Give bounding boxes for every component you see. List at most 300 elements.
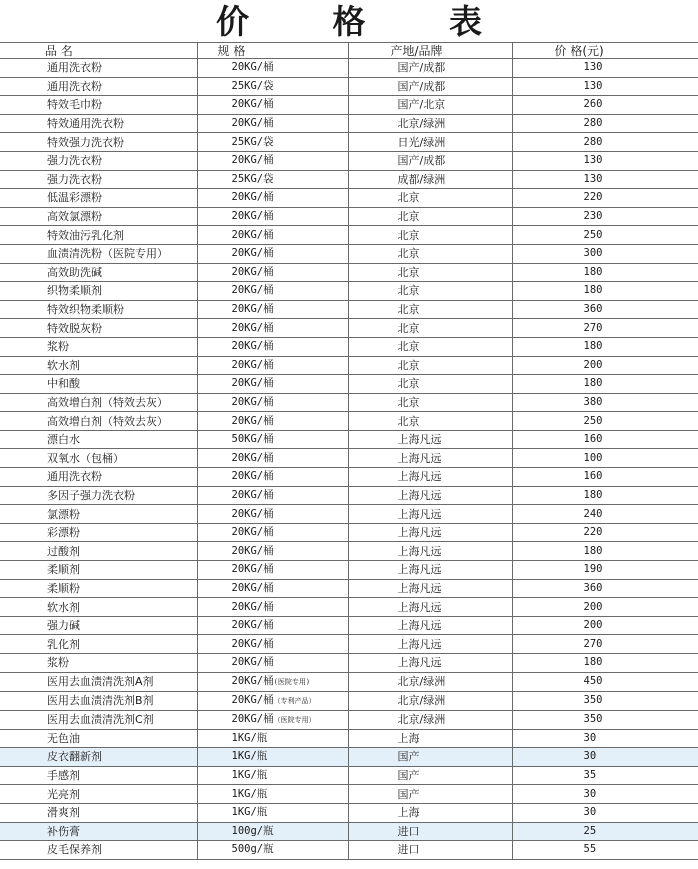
cell-price — [512, 282, 698, 301]
header-price: 价 格(元) — [512, 43, 698, 59]
cell-spec-text: 20KG/桶 — [231, 117, 274, 130]
cell-name-text: 高效助洗碱 — [47, 265, 102, 279]
cell-name-text: 医用去血渍清洗剂A剂 — [47, 675, 154, 689]
cell-spec-text: 20KG/桶 — [231, 526, 274, 539]
cell-name — [0, 226, 197, 245]
cell-name-text: 双氧水（包桶） — [47, 451, 124, 465]
cell-price-text: 55 — [583, 843, 597, 856]
cell-price — [512, 523, 698, 542]
cell-name-text: 氯漂粉 — [47, 507, 80, 521]
table-row — [0, 430, 698, 449]
table-row — [0, 691, 698, 710]
cell-spec-text: 50KG/桶 — [231, 433, 274, 446]
cell-spec — [197, 393, 348, 412]
table-row — [0, 412, 698, 431]
cell-price-text: 160 — [583, 470, 603, 483]
cell-origin-text: 北京 — [397, 284, 420, 298]
cell-price — [512, 748, 698, 767]
cell-name-text: 高效氯漂粉 — [47, 210, 102, 224]
cell-price — [512, 449, 698, 468]
cell-name-text: 光亮剂 — [47, 787, 80, 801]
cell-origin-text: 上海凡远 — [397, 619, 442, 633]
table-row — [0, 356, 698, 375]
cell-spec-text: 20KG/桶 — [231, 544, 274, 557]
table-row — [0, 59, 698, 78]
cell-origin-text: 国产/成都 — [397, 154, 446, 168]
cell-origin — [348, 449, 512, 468]
cell-origin — [348, 207, 512, 226]
cell-origin — [348, 96, 512, 115]
cell-name-text: 浆粉 — [47, 340, 69, 354]
cell-price — [512, 542, 698, 561]
cell-origin-text: 北京/绿洲 — [397, 713, 446, 727]
cell-spec — [197, 282, 348, 301]
cell-name-text: 特效脱灰粉 — [47, 321, 102, 335]
cell-origin — [348, 59, 512, 78]
cell-spec — [197, 748, 348, 767]
cell-name-text: 特效织物柔顺粉 — [47, 303, 124, 317]
cell-spec-text: 20KG/桶 — [231, 154, 274, 167]
table-row — [0, 523, 698, 542]
cell-name-text: 彩漂粉 — [47, 526, 80, 540]
cell-price — [512, 430, 698, 449]
price-table — [0, 42, 698, 860]
cell-origin — [348, 282, 512, 301]
cell-name-text: 特效油污乳化剂 — [47, 228, 124, 242]
table-row — [0, 616, 698, 635]
cell-spec-text: 25KG/袋 — [231, 135, 274, 148]
cell-spec — [197, 59, 348, 78]
cell-spec-text: 20KG/桶 — [231, 303, 274, 316]
cell-price-text: 180 — [583, 544, 603, 557]
cell-price-text: 180 — [583, 488, 603, 501]
cell-origin-text: 国产/成都 — [397, 79, 446, 93]
cell-origin-text: 北京 — [397, 303, 420, 317]
cell-spec-text: 20KG/桶 — [231, 712, 274, 725]
cell-name — [0, 748, 197, 767]
cell-origin — [348, 170, 512, 189]
cell-spec — [197, 822, 348, 841]
cell-price-text: 130 — [583, 61, 603, 74]
cell-price — [512, 263, 698, 282]
cell-name-text: 补伤膏 — [47, 824, 80, 838]
header-spec: 规 格 — [197, 43, 348, 59]
cell-origin — [348, 710, 512, 729]
cell-origin-text: 上海凡远 — [397, 451, 442, 465]
cell-spec-text: 20KG/桶 — [231, 488, 274, 501]
cell-spec — [197, 654, 348, 673]
cell-price — [512, 96, 698, 115]
cell-origin — [348, 226, 512, 245]
cell-spec — [197, 542, 348, 561]
cell-name-text: 手感剂 — [47, 769, 80, 783]
cell-origin — [348, 300, 512, 319]
table-row — [0, 170, 698, 189]
cell-spec — [197, 170, 348, 189]
cell-price — [512, 226, 698, 245]
cell-price — [512, 393, 698, 412]
cell-origin-text: 国产/成都 — [397, 61, 446, 75]
cell-spec-text: 1KG/瓶 — [231, 787, 268, 800]
cell-spec — [197, 561, 348, 580]
cell-origin — [348, 151, 512, 170]
table-row — [0, 114, 698, 133]
table-row — [0, 505, 698, 524]
cell-name — [0, 319, 197, 338]
table-row — [0, 207, 698, 226]
cell-spec — [197, 598, 348, 617]
cell-spec — [197, 114, 348, 133]
cell-price — [512, 77, 698, 96]
cell-name-text: 特效通用洗衣粉 — [47, 117, 124, 131]
cell-spec-text: 20KG/桶 — [231, 637, 274, 650]
cell-origin — [348, 133, 512, 152]
cell-origin-text: 上海 — [397, 806, 420, 820]
cell-price-text: 180 — [583, 377, 603, 390]
cell-origin-text: 上海凡远 — [397, 581, 442, 595]
cell-spec — [197, 77, 348, 96]
cell-origin-text: 北京 — [397, 358, 420, 372]
cell-name — [0, 189, 197, 208]
cell-name — [0, 337, 197, 356]
cell-name — [0, 59, 197, 78]
cell-name-text: 中和酸 — [47, 377, 80, 391]
cell-origin — [348, 263, 512, 282]
cell-origin — [348, 635, 512, 654]
cell-origin-text: 上海凡远 — [397, 563, 442, 577]
cell-spec-text: 25KG/袋 — [231, 79, 274, 92]
cell-price — [512, 822, 698, 841]
cell-name — [0, 77, 197, 96]
cell-price-text: 220 — [583, 191, 603, 204]
cell-name-text: 软水剂 — [47, 600, 80, 614]
header-name: 品 名 — [0, 43, 197, 59]
cell-name — [0, 486, 197, 505]
cell-origin-text: 北京 — [397, 210, 420, 224]
table-row — [0, 300, 698, 319]
cell-name-text: 皮毛保养剂 — [47, 843, 102, 857]
cell-spec-text: 20KG/桶 — [231, 619, 274, 632]
cell-price-text: 180 — [583, 265, 603, 278]
table-row — [0, 226, 698, 245]
cell-price — [512, 616, 698, 635]
cell-spec-text: 20KG/桶 — [231, 563, 274, 576]
cell-spec-text: 20KG/桶 — [231, 247, 274, 260]
cell-spec-text: 20KG/桶 — [231, 600, 274, 613]
cell-spec — [197, 226, 348, 245]
table-row — [0, 766, 698, 785]
cell-spec-text: 20KG/桶 — [231, 61, 274, 74]
table-row — [0, 96, 698, 115]
cell-price — [512, 710, 698, 729]
cell-origin — [348, 356, 512, 375]
cell-spec-text: 100g/瓶 — [231, 824, 274, 837]
cell-spec — [197, 785, 348, 804]
cell-name-text: 医用去血渍清洗剂B剂 — [47, 694, 154, 708]
cell-name — [0, 766, 197, 785]
cell-spec-text: 1KG/瓶 — [231, 731, 268, 744]
cell-name — [0, 561, 197, 580]
cell-price — [512, 59, 698, 78]
cell-spec — [197, 151, 348, 170]
cell-price-text: 200 — [583, 600, 603, 613]
cell-spec — [197, 244, 348, 263]
cell-spec — [197, 375, 348, 394]
cell-spec — [197, 412, 348, 431]
cell-name-text: 滑爽剂 — [47, 806, 80, 820]
cell-origin — [348, 841, 512, 860]
cell-origin — [348, 672, 512, 691]
cell-origin-text: 国产 — [397, 750, 420, 764]
cell-price-text: 250 — [583, 414, 603, 427]
cell-price — [512, 468, 698, 487]
cell-price-text: 130 — [583, 79, 603, 92]
table-header-row — [0, 43, 698, 59]
cell-name-text: 通用洗衣粉 — [47, 79, 102, 93]
table-row — [0, 244, 698, 263]
cell-origin-text: 北京 — [397, 340, 420, 354]
table-row — [0, 189, 698, 208]
cell-name — [0, 393, 197, 412]
cell-origin — [348, 748, 512, 767]
cell-price — [512, 505, 698, 524]
cell-name — [0, 542, 197, 561]
cell-origin-text: 上海凡远 — [397, 470, 442, 484]
table-row — [0, 263, 698, 282]
cell-spec-text: 20KG/桶 — [231, 321, 274, 334]
cell-price — [512, 803, 698, 822]
cell-origin — [348, 393, 512, 412]
cell-spec-text: 1KG/瓶 — [231, 750, 268, 763]
cell-name-text: 柔顺粉 — [47, 581, 80, 595]
cell-price-text: 30 — [583, 731, 597, 744]
cell-spec — [197, 579, 348, 598]
cell-name — [0, 133, 197, 152]
cell-origin — [348, 803, 512, 822]
cell-name — [0, 300, 197, 319]
cell-spec — [197, 449, 348, 468]
cell-name — [0, 282, 197, 301]
cell-origin-text: 北京/绿洲 — [397, 694, 446, 708]
cell-name — [0, 468, 197, 487]
cell-price-text: 240 — [583, 507, 603, 520]
table-row — [0, 337, 698, 356]
table-row — [0, 561, 698, 580]
cell-name-text: 强力洗衣粉 — [47, 154, 102, 168]
cell-name-text: 血渍清洗粉（医院专用） — [47, 247, 168, 261]
cell-name — [0, 803, 197, 822]
table-row — [0, 748, 698, 767]
table-row — [0, 77, 698, 96]
cell-price — [512, 356, 698, 375]
cell-price-text: 360 — [583, 303, 603, 316]
table-row — [0, 785, 698, 804]
cell-origin — [348, 523, 512, 542]
cell-price-text: 130 — [583, 154, 603, 167]
cell-origin-text: 北京 — [397, 414, 420, 428]
cell-name-text: 低温彩漂粉 — [47, 191, 102, 205]
cell-price — [512, 189, 698, 208]
cell-price — [512, 412, 698, 431]
cell-spec-text: 20KG/桶 — [231, 414, 274, 427]
cell-price — [512, 654, 698, 673]
cell-spec — [197, 803, 348, 822]
cell-name — [0, 114, 197, 133]
cell-name-text: 医用去血渍清洗剂C剂 — [47, 713, 154, 727]
cell-price — [512, 561, 698, 580]
cell-spec — [197, 766, 348, 785]
cell-origin-text: 北京 — [397, 228, 420, 242]
cell-name — [0, 785, 197, 804]
cell-origin — [348, 77, 512, 96]
spec-note: （专利产品） — [273, 696, 316, 705]
cell-price — [512, 486, 698, 505]
cell-price — [512, 375, 698, 394]
cell-price-text: 180 — [583, 656, 603, 669]
cell-name — [0, 616, 197, 635]
cell-price-text: 30 — [583, 806, 597, 819]
cell-spec-text: 20KG/桶 — [231, 98, 274, 111]
table-row — [0, 486, 698, 505]
cell-price — [512, 635, 698, 654]
cell-spec-text: 20KG/桶 — [231, 358, 274, 371]
cell-price-text: 350 — [583, 694, 603, 707]
cell-name — [0, 356, 197, 375]
cell-name-text: 多因子强力洗衣粉 — [47, 488, 135, 502]
cell-price — [512, 170, 698, 189]
cell-name — [0, 822, 197, 841]
cell-price-text: 230 — [583, 210, 603, 223]
cell-price — [512, 729, 698, 748]
cell-origin-text: 北京 — [397, 321, 420, 335]
cell-origin — [348, 598, 512, 617]
cell-price — [512, 133, 698, 152]
cell-price-text: 450 — [583, 675, 603, 688]
cell-price — [512, 785, 698, 804]
cell-spec-text: 20KG/桶 — [231, 656, 274, 669]
cell-name — [0, 579, 197, 598]
cell-origin-text: 上海凡远 — [397, 526, 442, 540]
cell-spec-text: 1KG/瓶 — [231, 769, 268, 782]
cell-price — [512, 337, 698, 356]
table-row — [0, 579, 698, 598]
cell-price — [512, 319, 698, 338]
table-row — [0, 803, 698, 822]
cell-origin-text: 北京/绿洲 — [397, 117, 446, 131]
cell-name-text: 通用洗衣粉 — [47, 470, 102, 484]
cell-origin — [348, 337, 512, 356]
cell-price-text: 200 — [583, 619, 603, 632]
cell-spec-text: 20KG/桶 — [231, 674, 274, 687]
cell-name — [0, 263, 197, 282]
cell-name — [0, 672, 197, 691]
cell-origin — [348, 579, 512, 598]
cell-spec-text: 20KG/桶 — [231, 693, 274, 706]
cell-name — [0, 449, 197, 468]
cell-spec-text: 20KG/桶 — [231, 451, 274, 464]
cell-price-text: 270 — [583, 321, 603, 334]
cell-name — [0, 244, 197, 263]
cell-origin-text: 日光/绿洲 — [397, 135, 446, 149]
cell-origin — [348, 561, 512, 580]
cell-name — [0, 691, 197, 710]
cell-origin — [348, 319, 512, 338]
cell-origin-text: 上海 — [397, 731, 420, 745]
cell-price — [512, 598, 698, 617]
cell-spec — [197, 672, 348, 691]
cell-price-text: 160 — [583, 433, 603, 446]
cell-spec-text: 20KG/桶 — [231, 581, 274, 594]
cell-price — [512, 207, 698, 226]
cell-spec — [197, 635, 348, 654]
cell-origin — [348, 468, 512, 487]
cell-spec-text: 20KG/桶 — [231, 470, 274, 483]
cell-name-text: 通用洗衣粉 — [47, 61, 102, 75]
cell-price-text: 280 — [583, 135, 603, 148]
spec-note: （医院专用） — [273, 715, 316, 724]
cell-spec — [197, 96, 348, 115]
cell-origin — [348, 785, 512, 804]
cell-name — [0, 207, 197, 226]
cell-price-text: 260 — [583, 98, 603, 111]
table-row — [0, 710, 698, 729]
cell-origin — [348, 691, 512, 710]
cell-origin — [348, 486, 512, 505]
cell-origin-text: 北京 — [397, 247, 420, 261]
cell-price — [512, 841, 698, 860]
cell-price — [512, 244, 698, 263]
cell-spec — [197, 319, 348, 338]
cell-origin-text: 上海凡远 — [397, 656, 442, 670]
cell-price — [512, 766, 698, 785]
cell-price — [512, 579, 698, 598]
cell-price-text: 35 — [583, 769, 597, 782]
table-row — [0, 672, 698, 691]
cell-spec — [197, 133, 348, 152]
cell-price-text: 250 — [583, 228, 603, 241]
cell-spec — [197, 505, 348, 524]
cell-spec — [197, 189, 348, 208]
cell-price-text: 350 — [583, 713, 603, 726]
cell-origin-text: 北京 — [397, 395, 420, 409]
cell-name — [0, 635, 197, 654]
cell-origin-text: 北京 — [397, 377, 420, 391]
cell-price-text: 200 — [583, 358, 603, 371]
cell-name — [0, 412, 197, 431]
cell-spec-text: 20KG/桶 — [231, 340, 274, 353]
cell-origin-text: 上海凡远 — [397, 488, 442, 502]
cell-spec — [197, 486, 348, 505]
cell-price — [512, 672, 698, 691]
cell-name-text: 软水剂 — [47, 358, 80, 372]
cell-origin — [348, 412, 512, 431]
cell-spec — [197, 337, 348, 356]
cell-price-text: 380 — [583, 395, 603, 408]
table-row — [0, 133, 698, 152]
cell-price-text: 100 — [583, 451, 603, 464]
cell-price-text: 300 — [583, 247, 603, 260]
cell-spec — [197, 841, 348, 860]
cell-name — [0, 151, 197, 170]
cell-price — [512, 151, 698, 170]
cell-spec-text: 20KG/桶 — [231, 377, 274, 390]
cell-origin-text: 成都/绿洲 — [397, 172, 446, 186]
table-row — [0, 468, 698, 487]
cell-name-text: 特效毛巾粉 — [47, 98, 102, 112]
cell-spec — [197, 523, 348, 542]
cell-name-text: 高效增白剂（特效去灰） — [47, 414, 168, 428]
cell-origin — [348, 616, 512, 635]
